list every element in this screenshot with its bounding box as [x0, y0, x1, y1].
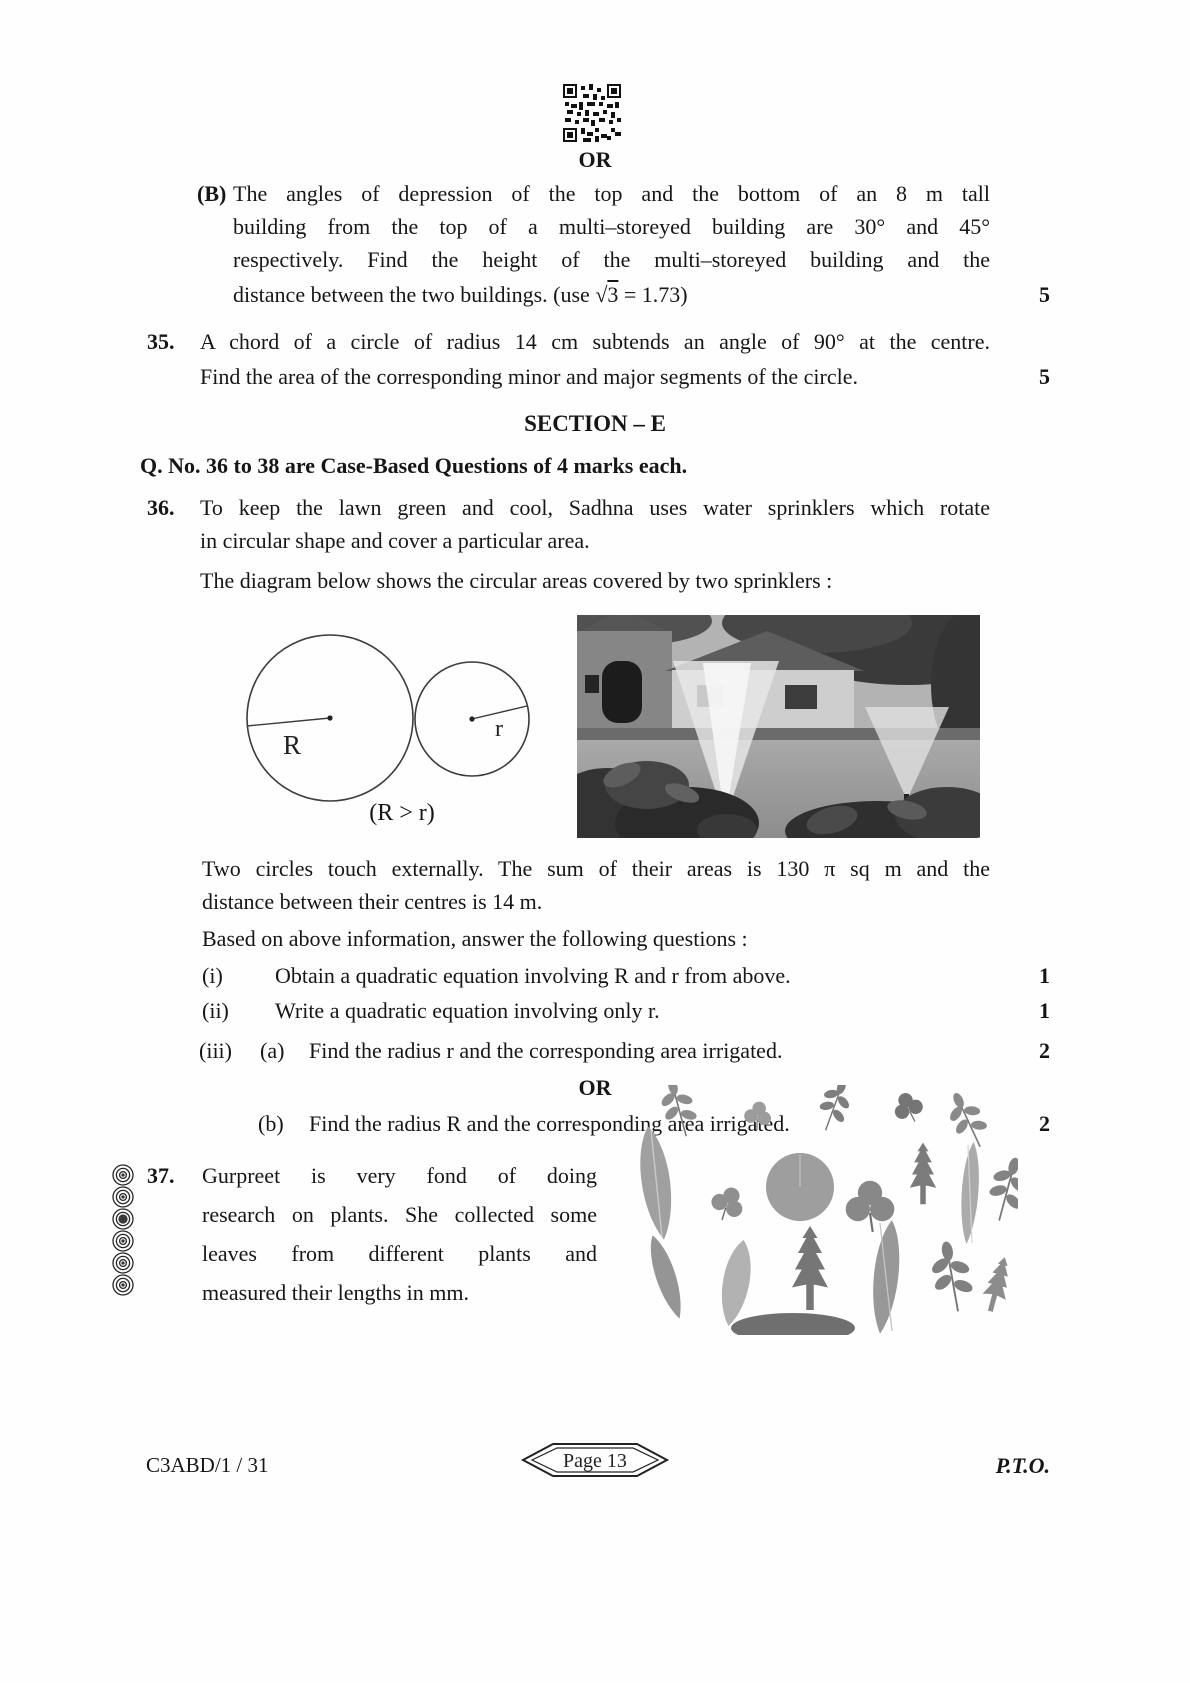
q36-item-iii-b-text: Find the radius R and the corresponding area irrigated.	[309, 1111, 790, 1136]
sprinkler-photo	[577, 615, 980, 838]
q35-line-1: A chord of a circle of radius 14 cm subtends an angle of 90° at the centre.	[200, 329, 990, 354]
big-radius-line	[247, 718, 330, 726]
spiral-icon	[113, 1231, 133, 1251]
q36-line-3: The diagram below shows the circular areas covered by two sprinklers :	[200, 568, 833, 593]
q37-line-3: leaves from different plants and	[202, 1241, 597, 1266]
q36-line-6: Based on above information, answer the following questions :	[202, 926, 748, 951]
q36-line-5: distance between their centres is 14 m.	[202, 889, 543, 914]
q36-item-ii-text: Write a quadratic equation involving only r.	[275, 998, 660, 1023]
spiral-icon-filled	[113, 1209, 133, 1229]
spiral-icon	[113, 1187, 133, 1207]
small-radius-label: r	[495, 716, 503, 742]
spiral-stamp-column	[104, 1162, 142, 1302]
qr-code	[563, 84, 621, 142]
q36-item-i-text: Obtain a quadratic equation involving R and r from above.	[275, 963, 791, 988]
sqrt-value: 3	[607, 282, 619, 307]
q37-number: 37.	[147, 1163, 175, 1188]
spiral-icon	[113, 1253, 133, 1273]
section-e-subtitle: Q. No. 36 to 38 are Case-Based Questions of 4 marks each.	[140, 453, 688, 478]
spiral-icon	[113, 1275, 133, 1295]
q34b-marks: 5	[1039, 282, 1050, 307]
q35-line-2: Find the area of the corresponding minor and major segments of the circle.	[200, 364, 858, 389]
diagram-caption: (R > r)	[369, 800, 435, 826]
q34b-line-3: respectively. Find the height of the multi–storeyed building and the	[233, 247, 990, 272]
q36-line-1: To keep the lawn green and cool, Sadhna uses water sprinklers which rotate	[200, 495, 990, 520]
q35-marks: 5	[1039, 364, 1050, 389]
q34b-label: (B)	[197, 181, 227, 206]
q34b-line-2: building from the top of a multi–storeyed building are 30° and 45°	[233, 214, 990, 239]
q37-line-4: measured their lengths in mm.	[202, 1280, 469, 1305]
big-radius-label: R	[283, 730, 302, 760]
q35-number: 35.	[147, 329, 175, 354]
or-separator-q36: OR	[578, 1075, 612, 1100]
q34b-line-4: distance between the two buildings. (use √3 = 1.73)	[233, 282, 688, 307]
q36-line-4: Two circles touch externally. The sum of their areas is 130 π sq m and the	[202, 856, 990, 881]
q37-line-2: research on plants. She collected some	[202, 1202, 597, 1227]
sqrt-symbol: √	[595, 282, 608, 307]
q36-item-ii-marks: 1	[1039, 998, 1050, 1023]
q36-item-iii-a-marks: 2	[1039, 1038, 1050, 1063]
spiral-icon	[113, 1165, 133, 1185]
pto-label: P.T.O.	[995, 1453, 1050, 1478]
q36-item-i-marks: 1	[1039, 963, 1050, 988]
q36-line-2: in circular shape and cover a particular area.	[200, 528, 590, 553]
small-circle-center-dot	[469, 716, 474, 721]
q36-item-iii-b-marks: 2	[1039, 1111, 1050, 1136]
q34b-line-1: The angles of depression of the top and the bottom of an 8 m tall	[233, 181, 990, 206]
section-e-heading: SECTION – E	[524, 411, 666, 436]
q36-item-i-number: (i)	[202, 963, 223, 988]
leaves-collection-image	[618, 1085, 1018, 1335]
big-circle-center-dot	[327, 715, 332, 720]
q36-item-iii-b-label: (b)	[258, 1111, 284, 1136]
q36-item-iii-a-text: Find the radius r and the corresponding area irrigated.	[309, 1038, 783, 1063]
paper-code: C3ABD/1 / 31	[146, 1453, 269, 1477]
q36-item-iii-a-label: (a)	[260, 1038, 285, 1063]
or-separator-top: OR	[578, 147, 612, 172]
q36-item-ii-number: (ii)	[202, 998, 229, 1023]
q37-line-1: Gurpreet is very fond of doing	[202, 1163, 597, 1188]
q36-number: 36.	[147, 495, 175, 520]
page-number-text: Page 13	[563, 1450, 627, 1472]
page-number-badge	[515, 1440, 675, 1480]
q36-item-iii-number: (iii)	[199, 1038, 232, 1063]
